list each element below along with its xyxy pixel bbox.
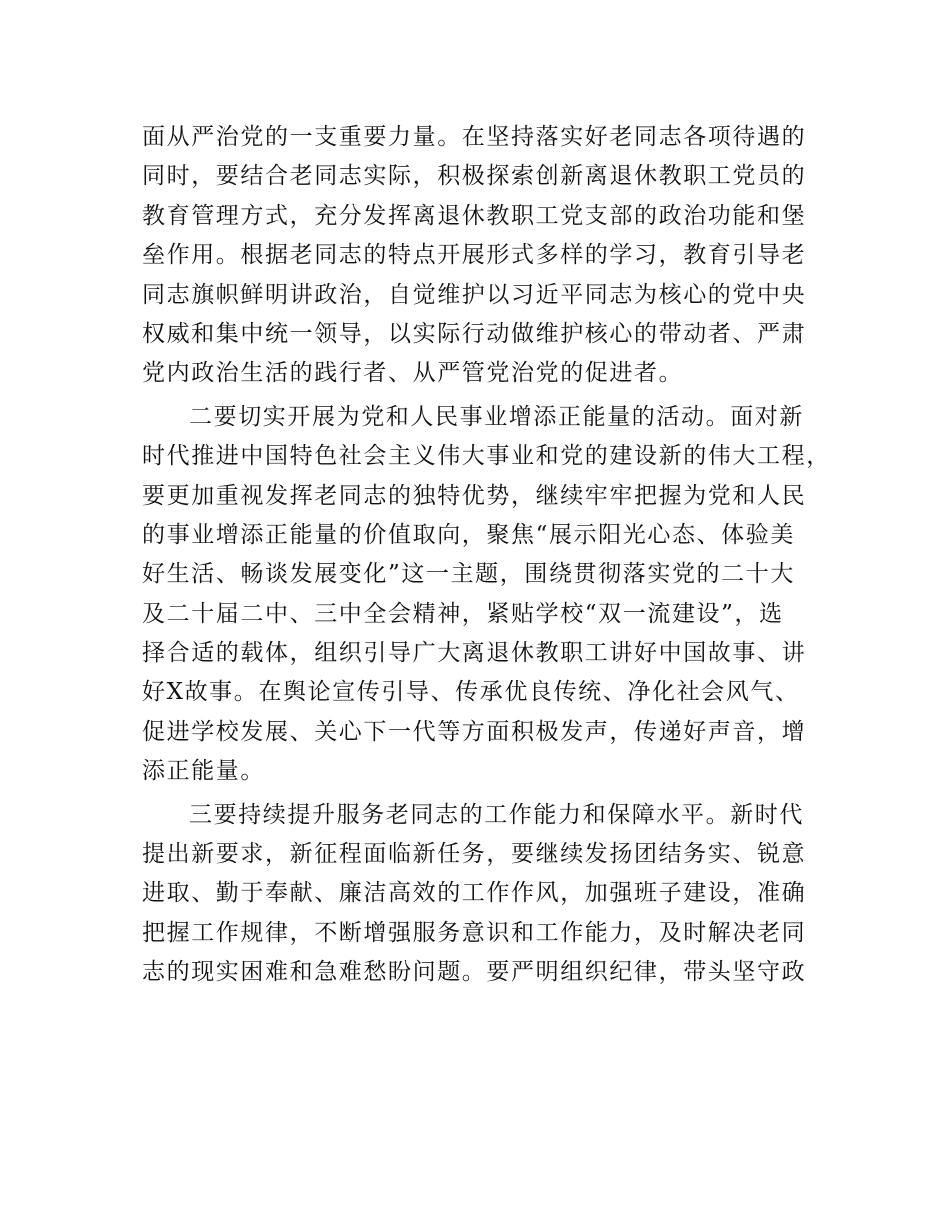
text-line: 提出新要求，新征程面临新任务，要继续发扬团结务实、锐意 (142, 841, 807, 868)
text-line: 面从严治党的一支重要力量。在坚持落实好老同志各项待遇的 (142, 124, 807, 150)
text-line: 的事业增添正能量的价值取向，聚焦“展示阳光心态、体验美 (142, 521, 795, 548)
text-line: 二要切实开展为党和人民事业增添正能量的活动。面对新 (189, 403, 804, 430)
paragraph-2 (142, 398, 831, 792)
text-line: 把握工作规律，不断增强服务意识和工作能力，及时解决老同 (142, 919, 807, 946)
text-line: 进取、勤于奉献、廉洁高效的工作作风，加强班子建设，准确 (142, 880, 807, 907)
text-line: 志的现实困难和急难愁盼问题。要严明组织纪律，带头坚守政 (142, 959, 807, 986)
text-line: 及二十届二中、三中全会精神，紧贴学校“双一流建设”，选 (142, 600, 784, 627)
text-line: 促进学校发展、关心下一代等方面积极发声，传递好声音，增 (142, 718, 807, 745)
text-line: 党内政治生活的践行者、从严管党治党的促进者。 (142, 360, 684, 387)
paragraph-3 (142, 796, 812, 993)
text-line: 同时，要结合老同志实际，积极探索创新离退休教职工党员的 (142, 163, 807, 190)
text-line: 择合适的载体，组织引导广大离退休教职工讲好中国故事、讲 (142, 640, 807, 667)
text-line: 教育管理方式，充分发挥离退休教职工党支部的政治功能和堡 (142, 202, 807, 229)
text-line: 添正能量。 (142, 758, 265, 785)
text-line: 时代推进中国特色社会主义伟大事业和党的建设新的伟大工程， (142, 443, 831, 470)
text-line: 同志旗帜鲜明讲政治，自觉维护以习近平同志为核心的党中央 (142, 281, 807, 308)
text-line: 三要持续提升服务老同志的工作能力和保障水平。新时代 (189, 801, 804, 828)
text-line: 好X故事。在舆论宣传引导、传承优良传统、净化社会风气、 (142, 679, 800, 706)
text-line: 要更加重视发挥老同志的独特优势，继续牢牢把握为党和人民 (142, 482, 807, 509)
paragraph-1 (142, 118, 812, 394)
text-line: 好生活、畅谈发展变化”这一主题，围绕贯彻落实党的二十大 (142, 561, 795, 588)
text-line: 权威和集中统一领导，以实际行动做维护核心的带动者、严肃 (142, 320, 807, 347)
document-body (142, 118, 831, 993)
text-line: 垒作用。根据老同志的特点开展形式多样的学习，教育引导老 (142, 242, 807, 269)
